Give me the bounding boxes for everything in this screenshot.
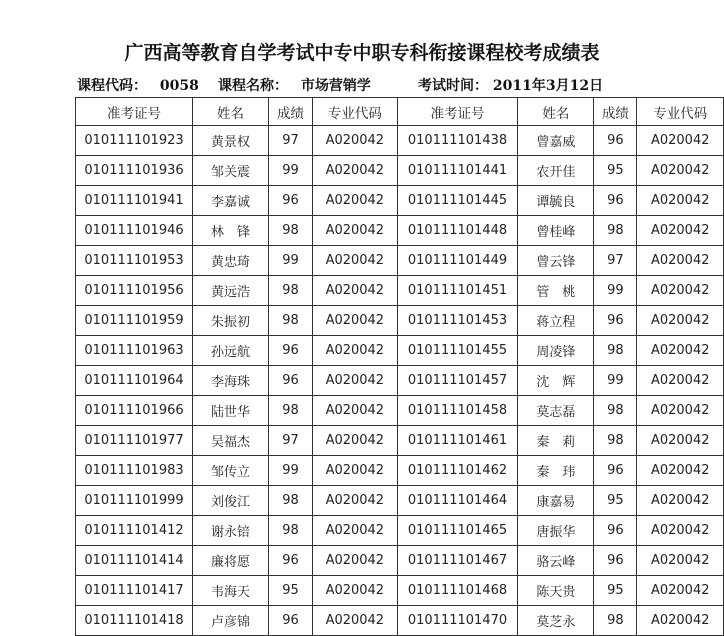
exam-id-cell: 010111101464 (397, 486, 518, 516)
name-cell: 秦 莉 (518, 426, 594, 456)
major-code-cell: A020042 (637, 486, 724, 516)
header-row (76, 98, 724, 126)
name-cell: 骆云峰 (518, 546, 594, 576)
header-score-2: 成绩 (594, 98, 637, 126)
exam-id-cell: 010111101953 (76, 246, 193, 276)
score-cell: 99 (594, 366, 637, 396)
score-cell: 98 (268, 306, 312, 336)
exam-id-cell: 010111101923 (76, 126, 193, 156)
name-cell: 曾桂峰 (518, 216, 594, 246)
course-code-label: 课程代码： (77, 78, 147, 94)
name-cell: 韦海天 (193, 576, 269, 606)
exam-id-cell: 010111101465 (397, 516, 518, 546)
exam-id-cell: 010111101963 (76, 336, 193, 366)
course-name-value: 市场营销学 (300, 78, 371, 94)
score-cell: 96 (268, 366, 312, 396)
score-cell: 98 (594, 426, 637, 456)
exam-time-label: 考试时间： (418, 78, 488, 94)
score-cell: 96 (268, 336, 312, 366)
exam-id-cell: 010111101455 (397, 336, 518, 366)
exam-id-cell: 010111101941 (76, 186, 193, 216)
major-code-cell: A020042 (313, 366, 398, 396)
score-cell: 95 (594, 576, 637, 606)
exam-id-cell: 010111101983 (76, 456, 193, 486)
major-code-cell: A020042 (637, 246, 724, 276)
table-row (76, 246, 724, 276)
name-cell: 曾云锋 (518, 246, 594, 276)
name-cell: 陆世华 (193, 396, 269, 426)
major-code-cell: A020042 (313, 186, 398, 216)
exam-id-cell: 010111101449 (397, 246, 518, 276)
score-cell: 96 (594, 186, 637, 216)
major-code-cell: A020042 (313, 576, 398, 606)
major-code-cell: A020042 (313, 336, 398, 366)
exam-id-cell: 010111101964 (76, 366, 193, 396)
name-cell: 黄忠琦 (193, 246, 269, 276)
score-cell: 99 (594, 276, 637, 306)
exam-id-cell: 010111101448 (397, 216, 518, 246)
header-name: 姓名 (193, 98, 269, 126)
name-cell: 曾嘉威 (518, 126, 594, 156)
name-cell: 康嘉易 (518, 486, 594, 516)
exam-id-cell: 010111101418 (76, 606, 193, 636)
score-cell: 95 (594, 156, 637, 186)
major-code-cell: A020042 (637, 156, 724, 186)
score-table (75, 97, 724, 636)
course-name-info (218, 75, 371, 95)
name-cell: 农开佳 (518, 156, 594, 186)
table-row (76, 516, 724, 546)
name-cell: 朱振初 (193, 306, 269, 336)
exam-id-cell: 010111101412 (76, 516, 193, 546)
exam-id-cell: 010111101457 (397, 366, 518, 396)
exam-id-cell: 010111101445 (397, 186, 518, 216)
header-major-code: 专业代码 (313, 98, 398, 126)
name-cell: 李海珠 (193, 366, 269, 396)
name-cell: 邹传立 (193, 456, 269, 486)
score-cell: 95 (594, 486, 637, 516)
major-code-cell: A020042 (637, 276, 724, 306)
score-cell: 96 (594, 456, 637, 486)
exam-id-cell: 010111101999 (76, 486, 193, 516)
exam-id-cell: 010111101441 (397, 156, 518, 186)
header-exam-id: 准考证号 (76, 98, 193, 126)
exam-id-cell: 010111101451 (397, 276, 518, 306)
major-code-cell: A020042 (637, 546, 724, 576)
exam-id-cell: 010111101467 (397, 546, 518, 576)
major-code-cell: A020042 (637, 336, 724, 366)
score-cell: 98 (268, 486, 312, 516)
score-cell: 98 (268, 216, 312, 246)
name-cell: 刘俊江 (193, 486, 269, 516)
header-exam-id-2: 准考证号 (397, 98, 518, 126)
table-body (76, 126, 724, 636)
exam-id-cell: 010111101959 (76, 306, 193, 336)
name-cell: 吴福杰 (193, 426, 269, 456)
table-row (76, 216, 724, 246)
table-row (76, 306, 724, 336)
major-code-cell: A020042 (313, 456, 398, 486)
name-cell: 孙远航 (193, 336, 269, 366)
name-cell: 卢彦锦 (193, 606, 269, 636)
table-row (76, 126, 724, 156)
major-code-cell: A020042 (637, 216, 724, 246)
table-row (76, 606, 724, 636)
major-code-cell: A020042 (313, 126, 398, 156)
exam-id-cell: 010111101462 (397, 456, 518, 486)
name-cell: 谭毓良 (518, 186, 594, 216)
exam-id-cell: 010111101966 (76, 396, 193, 426)
major-code-cell: A020042 (313, 396, 398, 426)
score-cell: 98 (594, 396, 637, 426)
exam-id-cell: 010111101453 (397, 306, 518, 336)
name-cell: 谢永锫 (193, 516, 269, 546)
score-cell: 96 (268, 606, 312, 636)
name-cell: 黄景权 (193, 126, 269, 156)
score-cell: 96 (268, 546, 312, 576)
name-cell: 李嘉诚 (193, 186, 269, 216)
table-row (76, 156, 724, 186)
exam-id-cell: 010111101956 (76, 276, 193, 306)
major-code-cell: A020042 (313, 246, 398, 276)
score-cell: 96 (594, 516, 637, 546)
major-code-cell: A020042 (313, 216, 398, 246)
major-code-cell: A020042 (637, 126, 724, 156)
score-cell: 98 (268, 396, 312, 426)
exam-id-cell: 010111101461 (397, 426, 518, 456)
score-cell: 99 (268, 456, 312, 486)
exam-id-cell: 010111101417 (76, 576, 193, 606)
score-cell: 96 (268, 186, 312, 216)
course-code-info (77, 75, 199, 95)
name-cell: 林 锋 (193, 216, 269, 246)
name-cell: 沈 辉 (518, 366, 594, 396)
exam-id-cell: 010111101977 (76, 426, 193, 456)
header-score: 成绩 (268, 98, 312, 126)
score-cell: 98 (268, 516, 312, 546)
exam-id-cell: 010111101438 (397, 126, 518, 156)
score-cell: 96 (594, 306, 637, 336)
name-cell: 廉将愿 (193, 546, 269, 576)
name-cell: 莫志磊 (518, 396, 594, 426)
score-cell: 95 (268, 576, 312, 606)
major-code-cell: A020042 (313, 546, 398, 576)
score-cell: 98 (594, 216, 637, 246)
table-row (76, 456, 724, 486)
major-code-cell: A020042 (313, 426, 398, 456)
name-cell: 秦 玮 (518, 456, 594, 486)
major-code-cell: A020042 (637, 306, 724, 336)
table-row (76, 186, 724, 216)
score-cell: 97 (594, 246, 637, 276)
major-code-cell: A020042 (313, 516, 398, 546)
score-cell: 98 (594, 606, 637, 636)
major-code-cell: A020042 (313, 306, 398, 336)
score-cell: 97 (268, 426, 312, 456)
major-code-cell: A020042 (313, 486, 398, 516)
table-row (76, 396, 724, 426)
exam-id-cell: 010111101936 (76, 156, 193, 186)
table-row (76, 546, 724, 576)
major-code-cell: A020042 (637, 396, 724, 426)
major-code-cell: A020042 (313, 156, 398, 186)
exam-id-cell: 010111101946 (76, 216, 193, 246)
table-row (76, 366, 724, 396)
score-cell: 96 (594, 126, 637, 156)
exam-id-cell: 010111101458 (397, 396, 518, 426)
major-code-cell: A020042 (313, 606, 398, 636)
score-cell: 98 (268, 276, 312, 306)
name-cell: 邹关震 (193, 156, 269, 186)
name-cell: 唐振华 (518, 516, 594, 546)
table-row (76, 486, 724, 516)
table-row (76, 336, 724, 366)
name-cell: 周凌锋 (518, 336, 594, 366)
major-code-cell: A020042 (637, 456, 724, 486)
name-cell: 莫芝永 (518, 606, 594, 636)
header-name-2: 姓名 (518, 98, 594, 126)
major-code-cell: A020042 (637, 366, 724, 396)
score-cell: 98 (594, 336, 637, 366)
score-cell: 99 (268, 156, 312, 186)
table-row (76, 426, 724, 456)
major-code-cell: A020042 (637, 516, 724, 546)
exam-id-cell: 010111101470 (397, 606, 518, 636)
page-title: 广西高等教育自学考试中专中职专科衔接课程校考成绩表 (124, 42, 600, 64)
exam-id-cell: 010111101414 (76, 546, 193, 576)
course-code-value: 0058 (159, 78, 199, 94)
score-cell: 97 (268, 126, 312, 156)
name-cell: 管 桃 (518, 276, 594, 306)
name-cell: 黄远浩 (193, 276, 269, 306)
course-name-label: 课程名称： (218, 78, 288, 94)
exam-time-value: 2011年3月12日 (492, 78, 604, 94)
score-cell: 96 (594, 546, 637, 576)
major-code-cell: A020042 (637, 576, 724, 606)
major-code-cell: A020042 (637, 426, 724, 456)
header-major-code-2: 专业代码 (637, 98, 724, 126)
table-row (76, 276, 724, 306)
score-cell: 99 (268, 246, 312, 276)
major-code-cell: A020042 (637, 186, 724, 216)
exam-id-cell: 010111101468 (397, 576, 518, 606)
exam-time-info (418, 75, 603, 95)
major-code-cell: A020042 (637, 606, 724, 636)
name-cell: 蒋立程 (518, 306, 594, 336)
name-cell: 陈天贵 (518, 576, 594, 606)
table-row (76, 576, 724, 606)
major-code-cell: A020042 (313, 276, 398, 306)
